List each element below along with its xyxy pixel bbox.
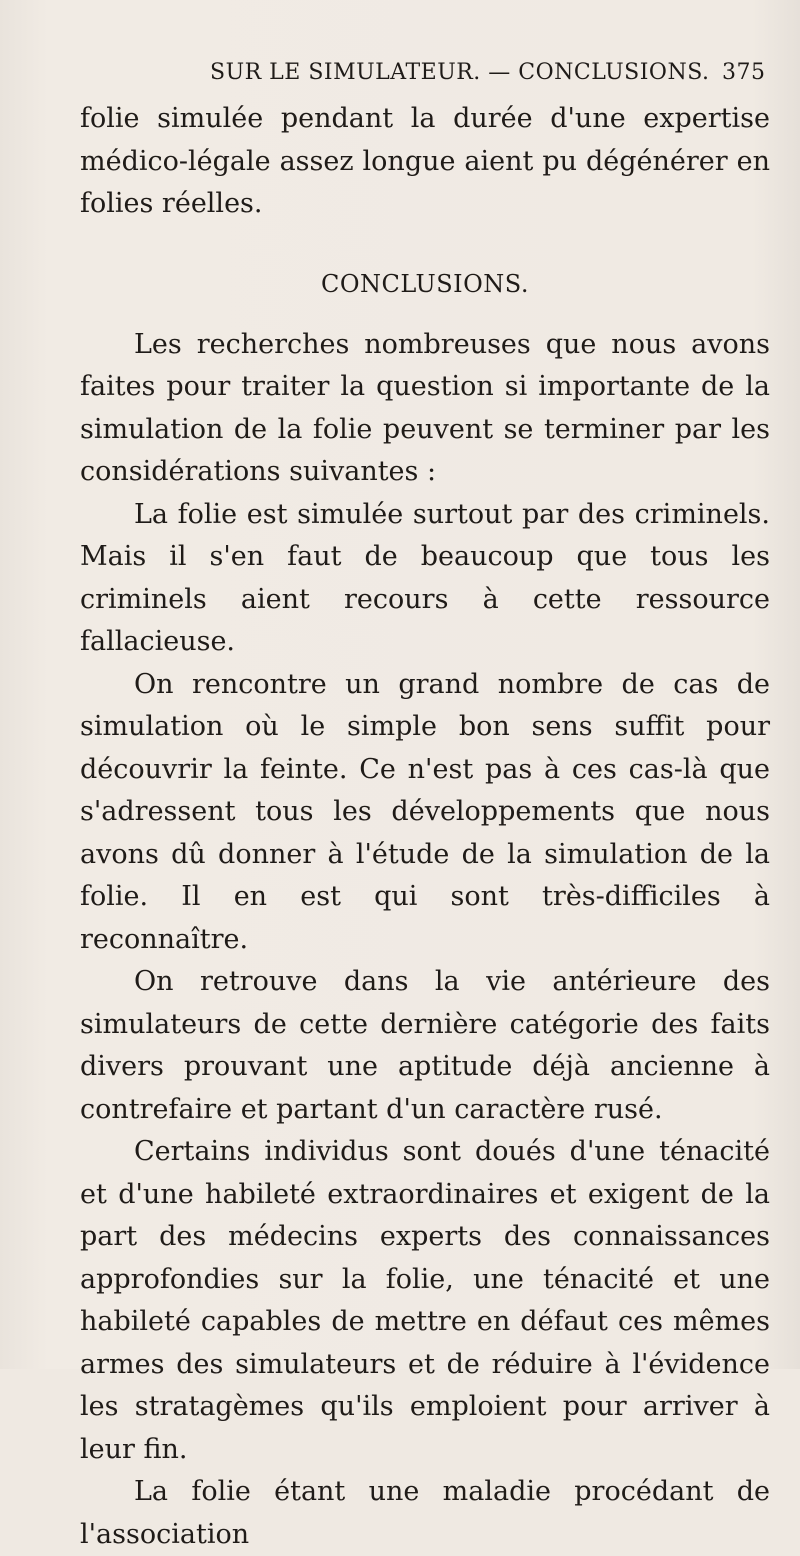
paragraph: On retrouve dans la vie antérieure des simulateurs de cette dernière catégorie des faits divers prouvant une aptitude déjà ancienne à contrefaire et partant d'un caractère rusé. [80,966,770,1125]
running-header [210,60,770,94]
paragraph-continuation: folie simulée pendant la durée d'une expertise médico-légale assez longue aient pu dégénérer en folies réelles. [80,103,770,219]
running-title: SUR LE SIMULATEUR. — CONCLUSIONS. [210,60,710,85]
section-title: CONCLUSIONS. [320,269,530,298]
paragraph: Les recherches nombreuses que nous avons faites pour traiter la question si importante de la simulation de la folie peuvent se terminer par les considérations suivantes : [80,328,770,487]
paragraph: Certains individus sont doués d'une ténacité et d'une habileté extraordinaires et exigent de la part des médecins experts des connaissances approfondies sur la folie, une ténacité et une habileté capables de mettre en défaut ces mêmes armes des simulateurs et de réduire à l'évidence les stratagèmes qu'ils emploient pour arriver à leur fin. [80,1136,770,1465]
paragraph: On rencontre un grand nombre de cas de simulation où le simple bon sens suffit pour découvrir la feinte. Ce n'est pas à ces cas-là que s'adressent tous les développements que nous avons dû donner à l'étude de la simulation de la folie. Il en est qui sont très-difficiles à reconnaître. [80,668,770,955]
page-body [80,98,770,1556]
paragraph: La folie étant une maladie procédant de l'association [80,1476,770,1550]
page-number: 375 [722,60,766,85]
paragraph: La folie est simulée surtout par des criminels. Mais il s'en faut de beaucoup que tous les criminels aient recours à cette ressource fallacieuse. [80,498,770,657]
